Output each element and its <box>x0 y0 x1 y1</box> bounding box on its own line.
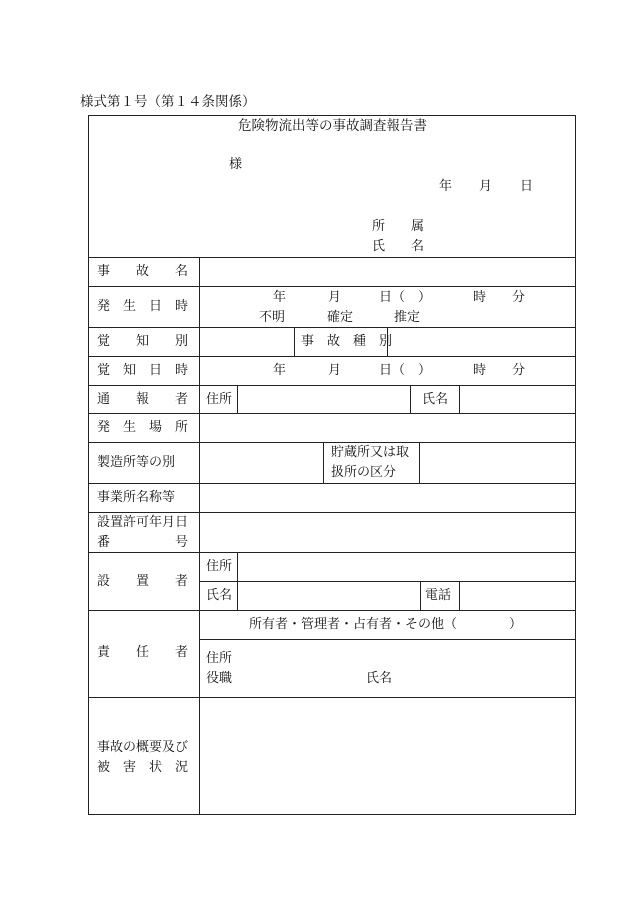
row-divider <box>89 413 575 414</box>
installer-address-label: 住所 <box>206 559 233 574</box>
storage-category-line2: 扱所の区分 <box>331 465 397 480</box>
row-divider <box>89 552 575 553</box>
summary-damage-line1: 事故の概要及び <box>97 740 189 755</box>
column-divider <box>420 581 421 610</box>
awareness-year: 年 <box>273 363 287 378</box>
permit-date-label: 設置許可年月日 <box>97 515 189 530</box>
permit-number-label: 番 号 <box>97 535 189 550</box>
awareness-day-weekday: 日（ ） <box>379 363 432 378</box>
affiliation-label: 所 属 <box>372 219 425 234</box>
occurrence-place-label: 発 生 場 所 <box>97 420 189 435</box>
occurrence-confirmed: 確定 <box>327 310 354 325</box>
occurrence-day-weekday: 日（ ） <box>379 290 432 305</box>
accident-name-label: 事 故 名 <box>97 264 189 279</box>
date-year-label: 年 <box>439 179 453 194</box>
date-day-label: 日 <box>520 179 534 194</box>
awareness-type-label: 覚 知 別 <box>97 334 189 349</box>
awareness-datetime-label: 覚 知 日 時 <box>97 363 189 378</box>
reporter-name-label: 氏 名 <box>372 239 425 254</box>
row-divider <box>89 286 575 287</box>
awareness-month: 月 <box>328 363 342 378</box>
row-divider <box>89 257 575 258</box>
column-divider <box>410 385 411 413</box>
installer-phone-label: 電話 <box>425 588 452 603</box>
form-title: 危険物流出等の事故調査報告書 <box>238 118 427 134</box>
accident-report-form <box>88 115 576 815</box>
row-divider <box>89 385 575 386</box>
occurrence-minute: 分 <box>512 290 526 305</box>
row-divider <box>89 483 575 484</box>
occurrence-unknown: 不明 <box>259 310 286 325</box>
summary-damage-line2: 被 害 状 況 <box>97 760 189 775</box>
column-divider <box>459 581 460 610</box>
column-divider <box>323 442 324 483</box>
business-name-label: 事業所名称等 <box>97 490 176 505</box>
notifier-address-label: 住所 <box>206 392 233 407</box>
row-divider <box>199 581 575 582</box>
column-divider <box>237 385 238 413</box>
row-divider <box>89 356 575 357</box>
form-number-label: 様式第１号（第１４条関係） <box>80 94 256 110</box>
notifier-label: 通 報 者 <box>97 392 189 407</box>
responsible-name-label: 氏名 <box>366 671 393 686</box>
date-month-label: 月 <box>479 179 493 194</box>
awareness-minute: 分 <box>512 363 526 378</box>
responsible-address-label: 住所 <box>206 651 233 666</box>
responsible-roles: 所有者・管理者・占有者・その他（ ） <box>249 617 523 632</box>
notifier-name-label: 氏名 <box>422 392 449 407</box>
row-divider <box>89 327 575 328</box>
column-divider <box>419 442 420 483</box>
row-divider <box>89 697 575 698</box>
row-divider <box>199 639 575 640</box>
row-divider <box>89 512 575 513</box>
occurrence-month: 月 <box>328 290 342 305</box>
storage-category-line1: 貯蔵所又は取 <box>331 445 410 460</box>
column-divider <box>199 257 200 814</box>
row-divider <box>89 610 575 611</box>
accident-type-label: 事 故 種 別 <box>301 334 393 349</box>
occurrence-hour: 時 <box>473 290 487 305</box>
awareness-hour: 時 <box>473 363 487 378</box>
occurrence-year: 年 <box>273 290 287 305</box>
column-divider <box>294 327 295 356</box>
occurrence-datetime-label: 発 生 日 時 <box>97 299 189 314</box>
installer-label: 設 置 者 <box>97 574 189 589</box>
column-divider <box>237 552 238 610</box>
column-divider <box>459 385 460 413</box>
facility-type-label: 製造所等の別 <box>97 455 176 470</box>
occurrence-estimated: 推定 <box>394 310 421 325</box>
installer-name-label: 氏名 <box>206 588 233 603</box>
row-divider <box>89 442 575 443</box>
responsible-person-label: 責 任 者 <box>97 645 189 660</box>
responsible-position-label: 役職 <box>206 671 233 686</box>
addressee-suffix: 様 <box>229 157 243 172</box>
